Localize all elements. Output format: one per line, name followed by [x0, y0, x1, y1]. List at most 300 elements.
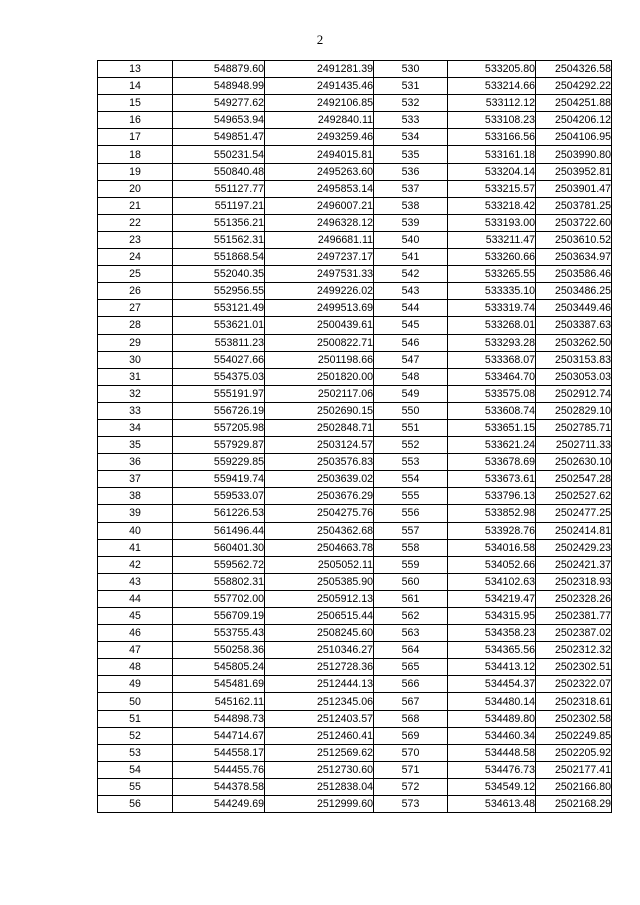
- table-cell-x-coordinate-left: 561496.44: [173, 522, 265, 539]
- table-cell-y-coordinate-left: 2500439.61: [265, 317, 374, 334]
- table-cell-y-coordinate-left: 2502848.71: [265, 419, 374, 436]
- table-cell-point-number-right: 530: [374, 61, 448, 78]
- table-row: [98, 317, 612, 334]
- table-cell-x-coordinate-right: 533335.10: [448, 283, 536, 300]
- table-cell-x-coordinate-left: 545805.24: [173, 659, 265, 676]
- table-cell-x-coordinate-left: 548879.60: [173, 61, 265, 78]
- table-cell-x-coordinate-right: 533193.00: [448, 214, 536, 231]
- table-cell-point-number-right: 562: [374, 608, 448, 625]
- table-cell-point-number-right: 569: [374, 727, 448, 744]
- table-cell-point-number-left: 33: [98, 402, 173, 419]
- table-cell-point-number-right: 551: [374, 419, 448, 436]
- table-cell-point-number-right: 573: [374, 796, 448, 813]
- table-cell-point-number-right: 539: [374, 214, 448, 231]
- table-cell-x-coordinate-right: 534052.66: [448, 556, 536, 573]
- table-cell-y-coordinate-left: 2501820.00: [265, 368, 374, 385]
- table-cell-x-coordinate-right: 533928.76: [448, 522, 536, 539]
- table-cell-y-coordinate-left: 2503576.83: [265, 454, 374, 471]
- table-cell-y-coordinate-left: 2512345.06: [265, 693, 374, 710]
- table-cell-y-coordinate-right: 2502312.32: [536, 642, 612, 659]
- table-cell-x-coordinate-right: 534413.12: [448, 659, 536, 676]
- table-cell-point-number-right: 532: [374, 95, 448, 112]
- table-row: [98, 437, 612, 454]
- table-cell-point-number-right: 541: [374, 249, 448, 266]
- table-row: [98, 625, 612, 642]
- table-cell-x-coordinate-left: 556726.19: [173, 402, 265, 419]
- table-cell-y-coordinate-left: 2505052.11: [265, 556, 374, 573]
- table-cell-point-number-left: 26: [98, 283, 173, 300]
- table-cell-x-coordinate-left: 559229.85: [173, 454, 265, 471]
- table-cell-x-coordinate-left: 557702.00: [173, 590, 265, 607]
- table-cell-y-coordinate-left: 2503676.29: [265, 488, 374, 505]
- table-cell-x-coordinate-left: 551127.77: [173, 180, 265, 197]
- table-row: [98, 505, 612, 522]
- table-cell-x-coordinate-left: 561226.53: [173, 505, 265, 522]
- table-row: [98, 556, 612, 573]
- table-cell-x-coordinate-left: 559533.07: [173, 488, 265, 505]
- table-cell-point-number-left: 53: [98, 744, 173, 761]
- table-cell-y-coordinate-left: 2512403.57: [265, 710, 374, 727]
- table-cell-y-coordinate-left: 2493259.46: [265, 129, 374, 146]
- table-row: [98, 334, 612, 351]
- table-row: [98, 676, 612, 693]
- table-row: [98, 180, 612, 197]
- table-cell-x-coordinate-left: 551356.21: [173, 214, 265, 231]
- table-row: [98, 693, 612, 710]
- table-cell-y-coordinate-right: 2503634.97: [536, 249, 612, 266]
- table-cell-x-coordinate-right: 534480.14: [448, 693, 536, 710]
- table-cell-x-coordinate-left: 553811.23: [173, 334, 265, 351]
- table-cell-point-number-left: 24: [98, 249, 173, 266]
- table-row: [98, 146, 612, 163]
- table-cell-point-number-right: 564: [374, 642, 448, 659]
- table-row: [98, 402, 612, 419]
- table-cell-y-coordinate-right: 2502527.62: [536, 488, 612, 505]
- table-cell-y-coordinate-right: 2504292.22: [536, 78, 612, 95]
- table-cell-y-coordinate-right: 2503387.63: [536, 317, 612, 334]
- table-cell-x-coordinate-right: 533608.74: [448, 402, 536, 419]
- table-cell-point-number-right: 547: [374, 351, 448, 368]
- table-cell-point-number-right: 561: [374, 590, 448, 607]
- table-row: [98, 368, 612, 385]
- table-cell-x-coordinate-left: 544714.67: [173, 727, 265, 744]
- table-cell-point-number-left: 44: [98, 590, 173, 607]
- table-cell-point-number-right: 535: [374, 146, 448, 163]
- table-cell-point-number-right: 533: [374, 112, 448, 129]
- table-cell-y-coordinate-left: 2505912.13: [265, 590, 374, 607]
- table-cell-x-coordinate-right: 533319.74: [448, 300, 536, 317]
- table-cell-y-coordinate-right: 2502547.28: [536, 471, 612, 488]
- table-cell-x-coordinate-left: 550231.54: [173, 146, 265, 163]
- table-cell-y-coordinate-right: 2502630.10: [536, 454, 612, 471]
- table-cell-y-coordinate-left: 2501198.66: [265, 351, 374, 368]
- table-cell-point-number-right: 558: [374, 539, 448, 556]
- table-cell-point-number-left: 37: [98, 471, 173, 488]
- table-cell-y-coordinate-left: 2504275.76: [265, 505, 374, 522]
- table-cell-y-coordinate-left: 2503639.02: [265, 471, 374, 488]
- table-cell-x-coordinate-right: 533796.13: [448, 488, 536, 505]
- table-cell-point-number-right: 554: [374, 471, 448, 488]
- table-cell-x-coordinate-left: 552040.35: [173, 266, 265, 283]
- table-cell-point-number-left: 31: [98, 368, 173, 385]
- table-cell-point-number-right: 544: [374, 300, 448, 317]
- table-cell-y-coordinate-left: 2512999.60: [265, 796, 374, 813]
- table-row: [98, 778, 612, 795]
- table-row: [98, 761, 612, 778]
- table-row: [98, 163, 612, 180]
- table-cell-point-number-left: 46: [98, 625, 173, 642]
- table-cell-x-coordinate-right: 534365.56: [448, 642, 536, 659]
- table-cell-x-coordinate-right: 533205.80: [448, 61, 536, 78]
- table-cell-y-coordinate-left: 2512444.13: [265, 676, 374, 693]
- table-cell-point-number-left: 13: [98, 61, 173, 78]
- table-cell-point-number-right: 563: [374, 625, 448, 642]
- table-cell-x-coordinate-left: 544378.58: [173, 778, 265, 795]
- table-row: [98, 283, 612, 300]
- table-cell-x-coordinate-right: 533575.08: [448, 385, 536, 402]
- table-cell-point-number-left: 19: [98, 163, 173, 180]
- table-cell-y-coordinate-right: 2502387.02: [536, 625, 612, 642]
- table-cell-y-coordinate-left: 2502690.15: [265, 402, 374, 419]
- table-cell-point-number-left: 56: [98, 796, 173, 813]
- table-cell-point-number-left: 43: [98, 573, 173, 590]
- table-cell-x-coordinate-left: 557929.87: [173, 437, 265, 454]
- page-number: 2: [316, 32, 324, 47]
- table-cell-point-number-left: 51: [98, 710, 173, 727]
- table-cell-y-coordinate-right: 2503610.52: [536, 231, 612, 248]
- table-cell-y-coordinate-left: 2491435.46: [265, 78, 374, 95]
- table-cell-point-number-left: 41: [98, 539, 173, 556]
- table-cell-y-coordinate-right: 2504106.95: [536, 129, 612, 146]
- table-cell-point-number-right: 560: [374, 573, 448, 590]
- table-cell-x-coordinate-right: 533265.55: [448, 266, 536, 283]
- table-row: [98, 710, 612, 727]
- table-row: [98, 197, 612, 214]
- table-cell-point-number-left: 52: [98, 727, 173, 744]
- table-row: [98, 266, 612, 283]
- table-cell-y-coordinate-left: 2502117.06: [265, 385, 374, 402]
- table-cell-y-coordinate-left: 2504663.78: [265, 539, 374, 556]
- table-cell-y-coordinate-left: 2512569.62: [265, 744, 374, 761]
- table-cell-y-coordinate-left: 2512838.04: [265, 778, 374, 795]
- table-cell-x-coordinate-right: 534016.58: [448, 539, 536, 556]
- table-cell-x-coordinate-right: 534448.58: [448, 744, 536, 761]
- table-cell-x-coordinate-right: 533368.07: [448, 351, 536, 368]
- table-row: [98, 659, 612, 676]
- table-row: [98, 300, 612, 317]
- table-cell-point-number-right: 549: [374, 385, 448, 402]
- table-cell-y-coordinate-left: 2510346.27: [265, 642, 374, 659]
- table-row: [98, 112, 612, 129]
- table-cell-y-coordinate-left: 2508245.60: [265, 625, 374, 642]
- table-row: [98, 573, 612, 590]
- table-cell-y-coordinate-right: 2502166.80: [536, 778, 612, 795]
- table-row: [98, 214, 612, 231]
- table-cell-point-number-right: 571: [374, 761, 448, 778]
- table-cell-point-number-right: 540: [374, 231, 448, 248]
- table-cell-x-coordinate-right: 533215.57: [448, 180, 536, 197]
- table-cell-x-coordinate-right: 533166.56: [448, 129, 536, 146]
- table-cell-y-coordinate-right: 2502177.41: [536, 761, 612, 778]
- table-cell-x-coordinate-right: 534489.80: [448, 710, 536, 727]
- table-cell-y-coordinate-right: 2502168.29: [536, 796, 612, 813]
- table-cell-y-coordinate-right: 2502302.58: [536, 710, 612, 727]
- table-cell-x-coordinate-left: 551868.54: [173, 249, 265, 266]
- table-row: [98, 522, 612, 539]
- table-row: [98, 249, 612, 266]
- table-cell-x-coordinate-left: 559562.72: [173, 556, 265, 573]
- table-row: [98, 539, 612, 556]
- table-cell-point-number-left: 32: [98, 385, 173, 402]
- table-cell-x-coordinate-left: 552956.55: [173, 283, 265, 300]
- table-cell-point-number-right: 545: [374, 317, 448, 334]
- table-cell-point-number-right: 556: [374, 505, 448, 522]
- table-cell-point-number-left: 39: [98, 505, 173, 522]
- table-cell-y-coordinate-right: 2503781.25: [536, 197, 612, 214]
- table-cell-point-number-left: 45: [98, 608, 173, 625]
- table-cell-point-number-left: 25: [98, 266, 173, 283]
- table-cell-y-coordinate-left: 2495853.14: [265, 180, 374, 197]
- table-cell-y-coordinate-right: 2503486.25: [536, 283, 612, 300]
- table-cell-y-coordinate-right: 2503053.03: [536, 368, 612, 385]
- table-cell-x-coordinate-right: 533673.61: [448, 471, 536, 488]
- table-cell-y-coordinate-right: 2503262.50: [536, 334, 612, 351]
- table-row: [98, 351, 612, 368]
- table-cell-x-coordinate-right: 533211.47: [448, 231, 536, 248]
- table-cell-x-coordinate-right: 533161.18: [448, 146, 536, 163]
- table-cell-point-number-right: 572: [374, 778, 448, 795]
- table-cell-x-coordinate-left: 550840.48: [173, 163, 265, 180]
- table-cell-x-coordinate-left: 557205.98: [173, 419, 265, 436]
- table-cell-x-coordinate-left: 553755.43: [173, 625, 265, 642]
- table-cell-point-number-left: 38: [98, 488, 173, 505]
- table-cell-x-coordinate-left: 550258.36: [173, 642, 265, 659]
- table-cell-x-coordinate-left: 555191.97: [173, 385, 265, 402]
- table-cell-x-coordinate-right: 533852.98: [448, 505, 536, 522]
- table-cell-x-coordinate-left: 544558.17: [173, 744, 265, 761]
- table-cell-y-coordinate-left: 2492840.11: [265, 112, 374, 129]
- table-cell-point-number-right: 534: [374, 129, 448, 146]
- table-cell-x-coordinate-left: 544249.69: [173, 796, 265, 813]
- table-cell-y-coordinate-right: 2502711.33: [536, 437, 612, 454]
- table-cell-x-coordinate-right: 534315.95: [448, 608, 536, 625]
- table-cell-y-coordinate-right: 2502205.92: [536, 744, 612, 761]
- table-cell-y-coordinate-right: 2503990.80: [536, 146, 612, 163]
- table-cell-point-number-right: 552: [374, 437, 448, 454]
- table-cell-x-coordinate-left: 558802.31: [173, 573, 265, 590]
- table-cell-x-coordinate-right: 534460.34: [448, 727, 536, 744]
- table-cell-point-number-right: 543: [374, 283, 448, 300]
- table-row: [98, 488, 612, 505]
- table-cell-x-coordinate-right: 534219.47: [448, 590, 536, 607]
- table-cell-y-coordinate-left: 2497531.33: [265, 266, 374, 283]
- table-cell-y-coordinate-left: 2496328.12: [265, 214, 374, 231]
- table-cell-y-coordinate-left: 2500822.71: [265, 334, 374, 351]
- table-cell-point-number-right: 536: [374, 163, 448, 180]
- table-cell-y-coordinate-right: 2502322.07: [536, 676, 612, 693]
- table-cell-y-coordinate-right: 2502381.77: [536, 608, 612, 625]
- table-cell-x-coordinate-right: 533268.01: [448, 317, 536, 334]
- table-row: [98, 727, 612, 744]
- table-cell-point-number-right: 531: [374, 78, 448, 95]
- table-cell-point-number-left: 16: [98, 112, 173, 129]
- table-cell-y-coordinate-left: 2499226.02: [265, 283, 374, 300]
- table-row: [98, 95, 612, 112]
- table-cell-point-number-left: 50: [98, 693, 173, 710]
- table-cell-y-coordinate-left: 2492106.85: [265, 95, 374, 112]
- table-cell-point-number-left: 55: [98, 778, 173, 795]
- table-cell-point-number-left: 17: [98, 129, 173, 146]
- table-row: [98, 231, 612, 248]
- coordinates-table: [97, 60, 612, 813]
- table-cell-point-number-right: 566: [374, 676, 448, 693]
- table-cell-y-coordinate-right: 2503449.46: [536, 300, 612, 317]
- table-cell-y-coordinate-right: 2502414.81: [536, 522, 612, 539]
- table-cell-y-coordinate-right: 2503586.46: [536, 266, 612, 283]
- table-cell-x-coordinate-left: 554027.66: [173, 351, 265, 368]
- table-cell-y-coordinate-right: 2502429.23: [536, 539, 612, 556]
- table-row: [98, 419, 612, 436]
- table-cell-y-coordinate-right: 2503722.60: [536, 214, 612, 231]
- table-cell-point-number-left: 15: [98, 95, 173, 112]
- table-cell-point-number-left: 30: [98, 351, 173, 368]
- table-cell-y-coordinate-left: 2512460.41: [265, 727, 374, 744]
- table-cell-point-number-right: 546: [374, 334, 448, 351]
- table-cell-y-coordinate-left: 2512730.60: [265, 761, 374, 778]
- table-cell-x-coordinate-left: 545162.11: [173, 693, 265, 710]
- table-cell-y-coordinate-right: 2502421.37: [536, 556, 612, 573]
- table-cell-point-number-left: 14: [98, 78, 173, 95]
- table-cell-x-coordinate-left: 545481.69: [173, 676, 265, 693]
- table-cell-y-coordinate-left: 2503124.57: [265, 437, 374, 454]
- table-cell-point-number-left: 47: [98, 642, 173, 659]
- table-cell-x-coordinate-right: 534102.63: [448, 573, 536, 590]
- table-cell-x-coordinate-left: 560401.30: [173, 539, 265, 556]
- table-cell-point-number-left: 48: [98, 659, 173, 676]
- table-cell-y-coordinate-right: 2502785.71: [536, 419, 612, 436]
- table-cell-y-coordinate-left: 2506515.44: [265, 608, 374, 625]
- table-cell-x-coordinate-right: 534613.48: [448, 796, 536, 813]
- table-cell-x-coordinate-left: 554375.03: [173, 368, 265, 385]
- table-row: [98, 796, 612, 813]
- table-cell-x-coordinate-right: 533214.66: [448, 78, 536, 95]
- table-cell-point-number-left: 35: [98, 437, 173, 454]
- table-row: [98, 129, 612, 146]
- table-row: [98, 608, 612, 625]
- table-cell-y-coordinate-right: 2503153.83: [536, 351, 612, 368]
- table-cell-y-coordinate-right: 2502318.93: [536, 573, 612, 590]
- table-cell-y-coordinate-right: 2502302.51: [536, 659, 612, 676]
- table-cell-point-number-right: 548: [374, 368, 448, 385]
- table-cell-point-number-right: 553: [374, 454, 448, 471]
- table-cell-y-coordinate-right: 2504326.58: [536, 61, 612, 78]
- table-cell-point-number-right: 557: [374, 522, 448, 539]
- table-cell-y-coordinate-right: 2502318.61: [536, 693, 612, 710]
- table-cell-x-coordinate-right: 534358.23: [448, 625, 536, 642]
- table-cell-y-coordinate-right: 2502829.10: [536, 402, 612, 419]
- table-cell-x-coordinate-left: 549851.47: [173, 129, 265, 146]
- table-cell-x-coordinate-right: 533260.66: [448, 249, 536, 266]
- table-cell-point-number-right: 555: [374, 488, 448, 505]
- table-cell-point-number-left: 28: [98, 317, 173, 334]
- table-row: [98, 385, 612, 402]
- table-cell-x-coordinate-left: 549653.94: [173, 112, 265, 129]
- table-cell-x-coordinate-left: 551197.21: [173, 197, 265, 214]
- coordinates-table-body: [98, 61, 612, 813]
- table-cell-x-coordinate-right: 534549.12: [448, 778, 536, 795]
- table-cell-point-number-left: 42: [98, 556, 173, 573]
- table-cell-point-number-right: 550: [374, 402, 448, 419]
- table-cell-point-number-left: 36: [98, 454, 173, 471]
- table-cell-point-number-left: 21: [98, 197, 173, 214]
- table-cell-x-coordinate-left: 544455.76: [173, 761, 265, 778]
- table-cell-point-number-left: 22: [98, 214, 173, 231]
- table-cell-point-number-left: 23: [98, 231, 173, 248]
- table-cell-x-coordinate-left: 549277.62: [173, 95, 265, 112]
- table-cell-y-coordinate-left: 2499513.69: [265, 300, 374, 317]
- table-cell-y-coordinate-right: 2502328.26: [536, 590, 612, 607]
- table-cell-point-number-right: 542: [374, 266, 448, 283]
- table-cell-y-coordinate-right: 2502477.25: [536, 505, 612, 522]
- table-cell-y-coordinate-left: 2496681.11: [265, 231, 374, 248]
- table-cell-y-coordinate-left: 2495263.60: [265, 163, 374, 180]
- table-cell-point-number-right: 538: [374, 197, 448, 214]
- table-cell-y-coordinate-right: 2502249.85: [536, 727, 612, 744]
- table-cell-x-coordinate-right: 533464.70: [448, 368, 536, 385]
- table-cell-y-coordinate-left: 2496007.21: [265, 197, 374, 214]
- table-row: [98, 590, 612, 607]
- table-cell-y-coordinate-right: 2503952.81: [536, 163, 612, 180]
- table-cell-y-coordinate-left: 2505385.90: [265, 573, 374, 590]
- table-cell-y-coordinate-left: 2504362.68: [265, 522, 374, 539]
- table-cell-y-coordinate-right: 2504251.88: [536, 95, 612, 112]
- table-cell-y-coordinate-left: 2497237.17: [265, 249, 374, 266]
- table-cell-x-coordinate-right: 533651.15: [448, 419, 536, 436]
- table-cell-x-coordinate-right: 533204.14: [448, 163, 536, 180]
- table-cell-x-coordinate-right: 534476.73: [448, 761, 536, 778]
- table-cell-point-number-left: 18: [98, 146, 173, 163]
- table-cell-point-number-right: 559: [374, 556, 448, 573]
- table-cell-point-number-right: 565: [374, 659, 448, 676]
- table-cell-y-coordinate-right: 2504206.12: [536, 112, 612, 129]
- table-cell-x-coordinate-left: 548948.99: [173, 78, 265, 95]
- table-cell-point-number-right: 568: [374, 710, 448, 727]
- table-cell-point-number-left: 20: [98, 180, 173, 197]
- table-cell-point-number-left: 40: [98, 522, 173, 539]
- table-row: [98, 744, 612, 761]
- table-row: [98, 61, 612, 78]
- table-cell-point-number-right: 567: [374, 693, 448, 710]
- table-cell-x-coordinate-right: 533108.23: [448, 112, 536, 129]
- table-cell-x-coordinate-left: 559419.74: [173, 471, 265, 488]
- table-cell-x-coordinate-right: 533112.12: [448, 95, 536, 112]
- table-row: [98, 642, 612, 659]
- table-cell-point-number-right: 570: [374, 744, 448, 761]
- table-cell-y-coordinate-left: 2512728.36: [265, 659, 374, 676]
- table-cell-x-coordinate-left: 553621.01: [173, 317, 265, 334]
- table-cell-y-coordinate-left: 2494015.81: [265, 146, 374, 163]
- table-cell-x-coordinate-right: 533218.42: [448, 197, 536, 214]
- table-cell-x-coordinate-left: 551562.31: [173, 231, 265, 248]
- table-cell-x-coordinate-left: 556709.19: [173, 608, 265, 625]
- table-cell-x-coordinate-right: 533678.69: [448, 454, 536, 471]
- table-row: [98, 471, 612, 488]
- table-cell-point-number-left: 49: [98, 676, 173, 693]
- table-cell-point-number-left: 34: [98, 419, 173, 436]
- table-cell-x-coordinate-right: 534454.37: [448, 676, 536, 693]
- table-cell-x-coordinate-right: 533621.24: [448, 437, 536, 454]
- table-cell-y-coordinate-right: 2503901.47: [536, 180, 612, 197]
